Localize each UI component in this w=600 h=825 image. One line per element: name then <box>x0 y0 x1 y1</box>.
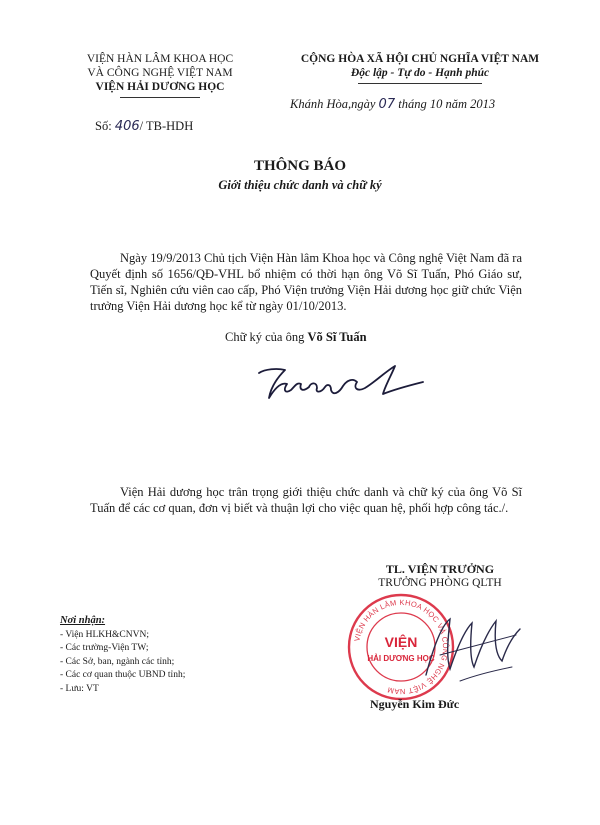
recipient-item: - Lưu: VT <box>60 683 99 694</box>
signer-name: Nguyễn Kim Đức <box>370 697 460 711</box>
recipient-item: - Viện HLKH&CNVN; <box>60 629 149 640</box>
signer-authority: TL. VIỆN TRƯỞNG <box>385 562 495 576</box>
org-line-1: VIỆN HÀN LÂM KHOA HỌC <box>86 53 234 65</box>
place-date <box>290 97 495 112</box>
place-date-prefix: Khánh Hòa,ngày <box>290 97 379 111</box>
doc-number-handwritten: 406 <box>114 119 140 134</box>
recipients-heading: Nơi nhận: <box>60 615 106 626</box>
closing-paragraph: Viện Hải dương học trân trọng giới thiệu chức danh và chữ ký của ông Võ Sĩ Tuấn để các cơ quan, đơn vị biết và thuận lợi cho việc quan hệ, phối hợp công tác./. <box>90 485 522 515</box>
issuing-organization <box>50 52 270 94</box>
motto-underline <box>358 83 482 84</box>
svg-text:VIỆN HÀN LÂM KHOA HỌC VÀ CÔNG: VIỆN HÀN LÂM KHOA HỌC VÀ CÔNG NGHỆ VIỆT NAM <box>352 597 451 697</box>
document-number <box>95 119 193 134</box>
signature-owner-name: Võ Sĩ Tuấn <box>307 330 367 344</box>
signature-caption <box>225 330 367 345</box>
recipient-item: - Các trường-Viện TW; <box>60 643 149 653</box>
doc-number-prefix: Số: <box>95 119 115 133</box>
svg-text:VIỆN: VIỆN <box>384 634 418 650</box>
svg-text:HẢI DƯƠNG HỌC: HẢI DƯƠNG HỌC <box>367 654 435 663</box>
announcement-paragraph: Ngày 19/9/2013 Chủ tịch Viện Hàn lâm Khoa học và Công nghệ Việt Nam đã ra Quyết định số 1656/QĐ-VHL bổ nhiệm có thời hạn ông Võ Sĩ Tuấn, Phó Giáo sư, Tiến sĩ, Nghiên cứu viên cao cấp, Phó Viện trưởng Viện Hải dương học giữ chức Viện trưởng Viện Hải dương học kể từ ngày 01/10/2013. <box>90 251 522 313</box>
nation-line-1: CỘNG HÒA XÃ HỘI CHỦ NGHĨA VIỆT NAM <box>300 53 540 65</box>
signer-position: TRƯỞNG PHÒNG QLTH <box>378 577 502 589</box>
recipient-item: - Các cơ quan thuộc UBND tỉnh; <box>60 670 186 680</box>
recipient-item: - Các Sở, ban, ngành các tỉnh; <box>60 656 175 667</box>
sample-signature <box>255 360 430 410</box>
doc-number-suffix: / TB-HDH <box>139 119 194 133</box>
date-month: 10 <box>429 97 443 111</box>
recipients-list <box>60 614 280 696</box>
org-underline <box>120 97 200 98</box>
signature-caption-prefix: Chữ ký của ông <box>225 330 308 344</box>
date-year: năm 2013 <box>442 97 496 111</box>
national-motto <box>270 52 570 80</box>
date-month-label: tháng <box>395 97 430 111</box>
org-line-3: VIỆN HẢI DƯƠNG HỌC <box>95 81 225 93</box>
date-day-handwritten: 07 <box>378 97 396 112</box>
org-line-2: VÀ CÔNG NGHỆ VIỆT NAM <box>87 67 233 79</box>
nation-line-2: Độc lập - Tự do - Hạnh phúc <box>350 67 490 79</box>
document-subtitle: Giới thiệu chức danh và chữ ký <box>218 178 382 192</box>
document-title: THÔNG BÁO <box>253 158 347 174</box>
signer-signature <box>420 605 530 695</box>
